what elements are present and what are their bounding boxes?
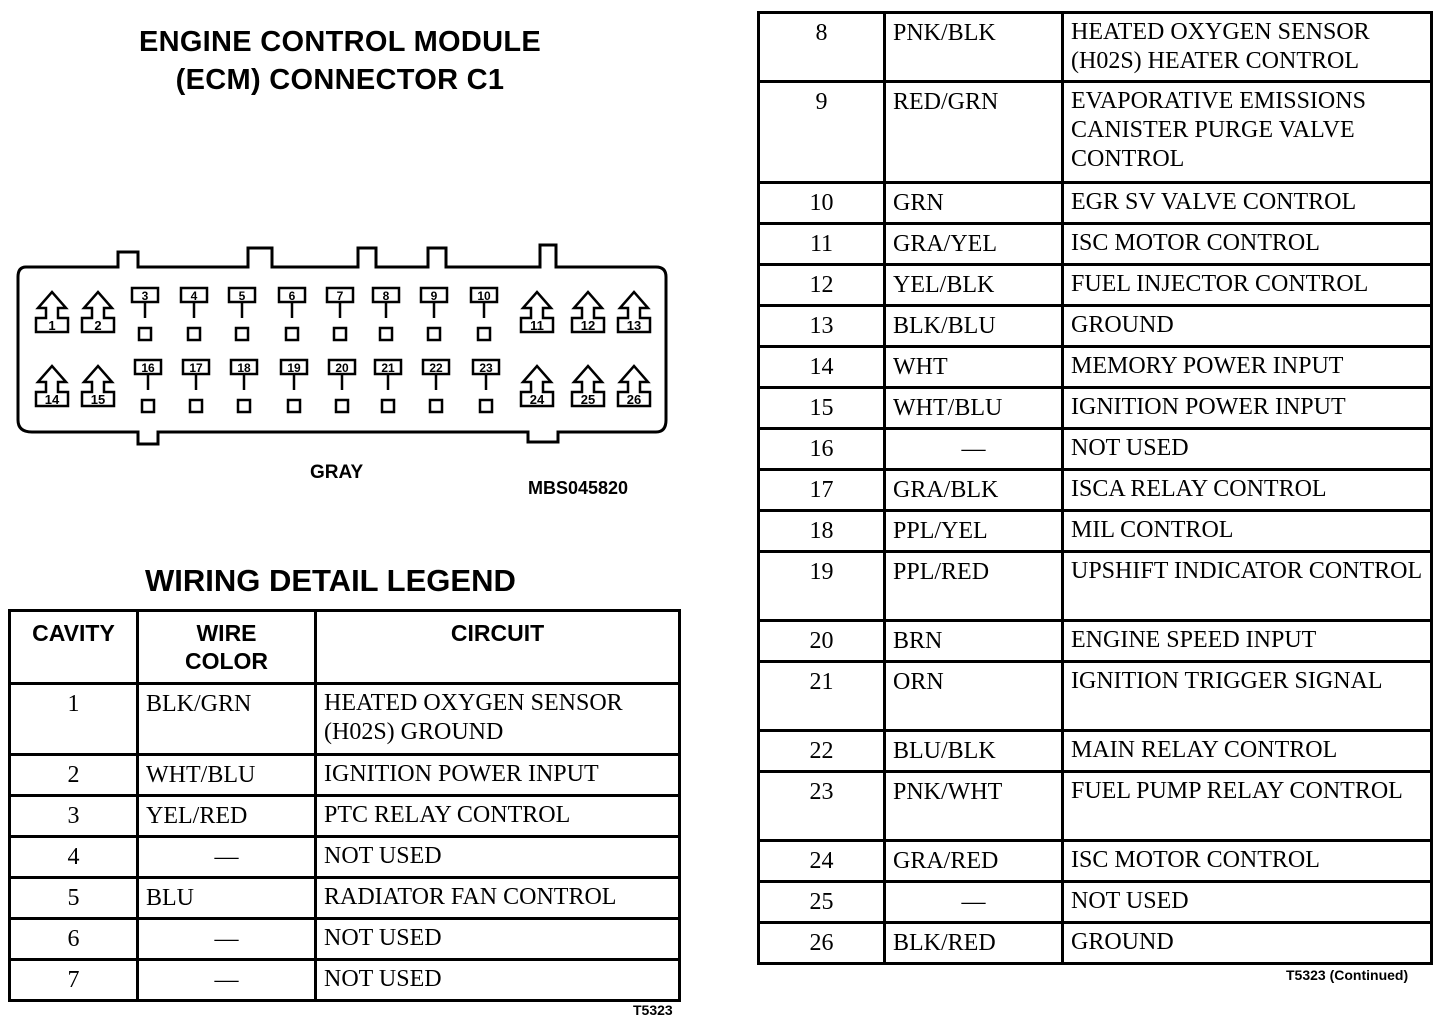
connector-pin: [231, 360, 257, 412]
table-row: [759, 82, 1432, 183]
wire-color-cell: BLK/GRN: [138, 684, 316, 755]
circuit-cell: IGNITION TRIGGER SIGNAL: [1063, 662, 1432, 731]
circuit-cell: ISC MOTOR CONTROL: [1063, 224, 1432, 265]
table-row: [759, 841, 1432, 882]
table-row: [759, 511, 1432, 552]
connector-pin: [327, 288, 353, 340]
circuit-cell: EGR SV VALVE CONTROL: [1063, 183, 1432, 224]
wire-color-cell: BLK/RED: [885, 923, 1063, 964]
pin-label: 4: [190, 289, 198, 303]
connector-pin: [36, 366, 68, 407]
pin-label: 18: [237, 361, 251, 375]
connector-pin: [521, 292, 553, 333]
pin-label: 3: [141, 289, 149, 303]
cavity-cell: 15: [759, 388, 885, 429]
table-row: [10, 878, 680, 919]
table-row: [10, 796, 680, 837]
connector-pin: [423, 360, 449, 412]
column-header-circuit: CIRCUIT: [316, 611, 680, 684]
cavity-cell: 13: [759, 306, 885, 347]
page-subtitle: (ECM) CONNECTOR C1: [175, 64, 505, 96]
pin-label: 19: [287, 361, 301, 375]
cavity-cell: 14: [759, 347, 885, 388]
cavity-cell: 22: [759, 731, 885, 772]
wire-color-cell: YEL/RED: [138, 796, 316, 837]
circuit-cell: NOT USED: [316, 919, 680, 960]
circuit-cell: IGNITION POWER INPUT: [1063, 388, 1432, 429]
connector-pin: [572, 366, 604, 407]
connector-pin: [572, 292, 604, 333]
cavity-cell: 18: [759, 511, 885, 552]
table-row: [759, 772, 1432, 841]
connector-housing: [18, 245, 666, 444]
pin-label: 5: [238, 289, 246, 303]
pin-label: 11: [530, 318, 544, 333]
cavity-cell: 17: [759, 470, 885, 511]
cavity-cell: 4: [10, 837, 138, 878]
cavity-cell: 24: [759, 841, 885, 882]
connector-pin: [82, 292, 114, 333]
connector-pin: [36, 292, 68, 333]
pin-label: 15: [90, 392, 106, 407]
cavity-cell: 19: [759, 552, 885, 621]
column-header-wire-color: WIRE COLOR: [138, 611, 316, 684]
wire-color-cell: GRA/YEL: [885, 224, 1063, 265]
table-row: [759, 621, 1432, 662]
circuit-cell: MIL CONTROL: [1063, 511, 1432, 552]
circuit-cell: NOT USED: [1063, 882, 1432, 923]
table-row: [759, 429, 1432, 470]
cavity-cell: 3: [10, 796, 138, 837]
pin-label: 26: [626, 392, 642, 407]
pin-label: 13: [626, 318, 642, 333]
wire-color-cell: —: [885, 882, 1063, 923]
table-row: [759, 470, 1432, 511]
connector-pin: [375, 360, 401, 412]
pin-label: 10: [477, 289, 491, 303]
pin-label: 2: [94, 318, 102, 333]
pin-label: 21: [381, 361, 395, 375]
cavity-cell: 7: [10, 960, 138, 1001]
table-row: [759, 388, 1432, 429]
wire-color-cell: WHT/BLU: [138, 755, 316, 796]
pin-label: 16: [141, 361, 155, 375]
wire-color-cell: —: [885, 429, 1063, 470]
table-row: [759, 882, 1432, 923]
wire-color-cell: GRN: [885, 183, 1063, 224]
cavity-cell: 10: [759, 183, 885, 224]
table-row: [759, 224, 1432, 265]
table-row: [10, 837, 680, 878]
cavity-cell: 16: [759, 429, 885, 470]
circuit-cell: NOT USED: [316, 960, 680, 1001]
circuit-cell: FUEL PUMP RELAY CONTROL: [1063, 772, 1432, 841]
wire-color-cell: BRN: [885, 621, 1063, 662]
circuit-cell: ISC MOTOR CONTROL: [1063, 841, 1432, 882]
table-row: [10, 960, 680, 1001]
page-title: ENGINE CONTROL MODULE: [138, 26, 542, 58]
wire-color-cell: GRA/BLK: [885, 470, 1063, 511]
wire-color-cell: PPL/YEL: [885, 511, 1063, 552]
connector-pin: [471, 288, 497, 340]
cavity-cell: 23: [759, 772, 885, 841]
connector-pin: [618, 292, 650, 333]
figure-code-right: T5323 (Continued): [1286, 967, 1409, 983]
wire-color-cell: PNK/WHT: [885, 772, 1063, 841]
wire-color-cell: —: [138, 960, 316, 1001]
circuit-cell: NOT USED: [1063, 429, 1432, 470]
pin-label: 8: [382, 289, 390, 303]
pin-label: 9: [430, 289, 438, 303]
circuit-cell: UPSHIFT INDICATOR CONTROL: [1063, 552, 1432, 621]
column-header-cavity: CAVITY: [10, 611, 138, 684]
table-row: [759, 662, 1432, 731]
table-row: [10, 919, 680, 960]
wiring-legend-table-left: [8, 609, 681, 1002]
cavity-cell: 2: [10, 755, 138, 796]
legend-title: WIRING DETAIL LEGEND: [145, 563, 516, 598]
connector-pin: [181, 288, 207, 340]
circuit-cell: GROUND: [1063, 306, 1432, 347]
table-row: [759, 923, 1432, 964]
wire-color-cell: YEL/BLK: [885, 265, 1063, 306]
table-row: [10, 755, 680, 796]
cavity-cell: 12: [759, 265, 885, 306]
figure-code-left: T5323: [633, 1002, 673, 1018]
circuit-cell: FUEL INJECTOR CONTROL: [1063, 265, 1432, 306]
cavity-cell: 1: [10, 684, 138, 755]
circuit-cell: NOT USED: [316, 837, 680, 878]
pin-label: 17: [189, 361, 203, 375]
pin-label: 6: [288, 289, 296, 303]
table-row: [759, 265, 1432, 306]
connector-pin: [618, 366, 650, 407]
connector-pin: [473, 360, 499, 412]
cavity-cell: 25: [759, 882, 885, 923]
cavity-cell: 11: [759, 224, 885, 265]
pin-label: 20: [335, 361, 349, 375]
table-row: [759, 306, 1432, 347]
wire-color-cell: BLU/BLK: [885, 731, 1063, 772]
connector-pin: [329, 360, 355, 412]
wiring-legend-table-right: [757, 11, 1433, 965]
connector-pin: [229, 288, 255, 340]
wire-color-cell: ORN: [885, 662, 1063, 731]
table-row: [759, 183, 1432, 224]
table-header-row: [10, 611, 680, 684]
pin-label: 22: [429, 361, 443, 375]
table-row: [759, 731, 1432, 772]
wire-color-cell: RED/GRN: [885, 82, 1063, 183]
connector-pins: [36, 288, 650, 412]
circuit-cell: PTC RELAY CONTROL: [316, 796, 680, 837]
wire-color-cell: BLU: [138, 878, 316, 919]
connector-diagram: [10, 240, 675, 455]
connector-pin: [135, 360, 161, 412]
cavity-cell: 8: [759, 13, 885, 82]
connector-color-label: GRAY: [310, 462, 364, 483]
pin-label: 23: [479, 361, 493, 375]
wire-color-cell: PNK/BLK: [885, 13, 1063, 82]
pin-label: 14: [44, 392, 60, 407]
circuit-cell: ENGINE SPEED INPUT: [1063, 621, 1432, 662]
cavity-cell: 9: [759, 82, 885, 183]
part-number: MBS045820: [528, 478, 629, 498]
circuit-cell: GROUND: [1063, 923, 1432, 964]
table-row: [759, 13, 1432, 82]
cavity-cell: 6: [10, 919, 138, 960]
circuit-cell: ISCA RELAY CONTROL: [1063, 470, 1432, 511]
connector-pin: [521, 366, 553, 407]
circuit-cell: RADIATOR FAN CONTROL: [316, 878, 680, 919]
connector-pin: [421, 288, 447, 340]
circuit-cell: MAIN RELAY CONTROL: [1063, 731, 1432, 772]
connector-pin: [279, 288, 305, 340]
table-row: [10, 684, 680, 755]
circuit-cell: HEATED OXYGEN SENSOR (H02S) HEATER CONTROL: [1063, 13, 1432, 82]
wire-color-cell: BLK/BLU: [885, 306, 1063, 347]
wire-color-cell: GRA/RED: [885, 841, 1063, 882]
circuit-cell: HEATED OXYGEN SENSOR (H02S) GROUND: [316, 684, 680, 755]
connector-pin: [373, 288, 399, 340]
table-row: [759, 552, 1432, 621]
cavity-cell: 5: [10, 878, 138, 919]
circuit-cell: EVAPORATIVE EMISSIONS CANISTER PURGE VALVE CONTROL: [1063, 82, 1432, 183]
cavity-cell: 21: [759, 662, 885, 731]
table-row: [759, 347, 1432, 388]
pin-label: 7: [336, 289, 344, 303]
pin-label: 24: [529, 392, 545, 407]
connector-pin: [132, 288, 158, 340]
circuit-cell: MEMORY POWER INPUT: [1063, 347, 1432, 388]
cavity-cell: 26: [759, 923, 885, 964]
pin-label: 1: [48, 318, 56, 333]
wire-color-cell: PPL/RED: [885, 552, 1063, 621]
wire-color-cell: —: [138, 837, 316, 878]
wire-color-cell: WHT: [885, 347, 1063, 388]
pin-label: 25: [580, 392, 596, 407]
pin-label: 12: [580, 318, 596, 333]
connector-pin: [183, 360, 209, 412]
wire-color-cell: —: [138, 919, 316, 960]
connector-pin: [82, 366, 114, 407]
connector-pin: [281, 360, 307, 412]
circuit-cell: IGNITION POWER INPUT: [316, 755, 680, 796]
wire-color-cell: WHT/BLU: [885, 388, 1063, 429]
cavity-cell: 20: [759, 621, 885, 662]
